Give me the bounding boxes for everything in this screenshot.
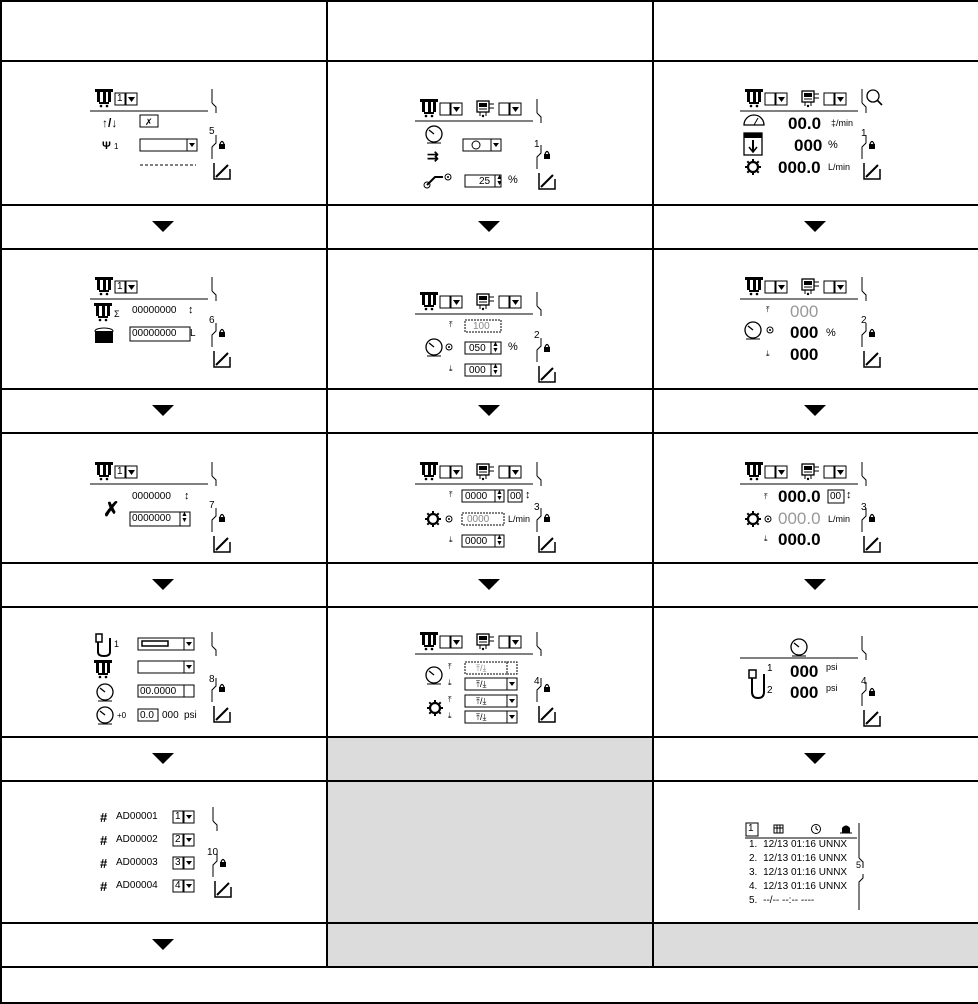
page-number: 10 bbox=[207, 847, 219, 858]
high-limit-icon: ⤒ bbox=[448, 662, 452, 671]
offset-unit: psi bbox=[184, 710, 197, 721]
pressure-field[interactable]: 00.0000 bbox=[140, 686, 177, 697]
event-tab[interactable]: 1 bbox=[748, 823, 754, 834]
unit-label: % bbox=[508, 174, 518, 186]
event-time: --:-- bbox=[782, 895, 799, 906]
page-number: 2 bbox=[861, 315, 867, 326]
svg-text:✗: ✗ bbox=[145, 117, 153, 127]
page-number: 5 bbox=[209, 126, 215, 137]
screen-advanced-8 bbox=[90, 630, 240, 730]
event-index: 3. bbox=[749, 867, 758, 878]
spinner-icon[interactable]: ▲ ▼ bbox=[496, 534, 503, 547]
event-index: 4. bbox=[749, 881, 758, 892]
high-limit-icon: ⤒ bbox=[766, 305, 770, 314]
pump-icon bbox=[95, 89, 113, 107]
high-limit-icon: ⤒ bbox=[764, 492, 768, 501]
flow-value: 000.0 bbox=[778, 158, 821, 177]
page-number: 6 bbox=[209, 315, 215, 326]
spinner-icon[interactable]: ▲ ▼ bbox=[181, 511, 188, 524]
item-selector[interactable]: 2 bbox=[175, 834, 181, 845]
pressure-value: 000 bbox=[790, 662, 819, 681]
event-date: 12/13 bbox=[763, 867, 789, 878]
low-limit-icon: ⤓ bbox=[449, 364, 453, 373]
counter-edit-field[interactable]: 0000000 bbox=[132, 513, 171, 524]
low-limit-field[interactable]: 0000 bbox=[465, 536, 488, 547]
svg-text:⇉: ⇉ bbox=[427, 148, 439, 164]
item-label: AD00003 bbox=[116, 857, 158, 868]
low-limit-icon: ⤓ bbox=[764, 534, 768, 543]
screen-setup-4 bbox=[415, 630, 575, 730]
alarm-mode-dropdown[interactable]: ⤒/⤓ bbox=[476, 663, 487, 673]
sigma-label: Σ bbox=[114, 309, 120, 319]
setpoint-value: 000 bbox=[790, 323, 819, 342]
event-row bbox=[749, 881, 847, 892]
screen-setup-2 bbox=[415, 290, 575, 390]
totalizer-value: 00000000 bbox=[132, 305, 177, 316]
low-limit-icon: ⤓ bbox=[448, 711, 452, 720]
selector-value[interactable]: 1 bbox=[117, 281, 123, 292]
page-number: 1 bbox=[534, 139, 540, 150]
event-row bbox=[749, 895, 814, 906]
flow-unit: L/min bbox=[828, 162, 851, 172]
setpoint-field[interactable]: 050 bbox=[469, 343, 486, 354]
sensor-number: 1 bbox=[767, 663, 773, 674]
item-label: AD00001 bbox=[116, 811, 158, 822]
page-number: 2 bbox=[534, 330, 540, 341]
percent-value: 000 bbox=[794, 136, 823, 155]
hash-icon: # bbox=[100, 810, 108, 825]
spinner-icon[interactable]: ▲ ▼ bbox=[492, 363, 499, 376]
unit-label: L bbox=[190, 328, 196, 339]
event-time: 01:16 bbox=[790, 881, 816, 892]
percent-field[interactable]: 25 bbox=[479, 176, 491, 187]
high-limit-icon: ⤒ bbox=[449, 320, 453, 329]
screen-advanced-6 bbox=[90, 275, 240, 375]
page-number: 3 bbox=[861, 502, 867, 513]
hash-icon: # bbox=[100, 856, 108, 871]
alarm-mode-dropdown[interactable]: ⤒/⤓ bbox=[476, 712, 487, 722]
offset-label: +0 bbox=[117, 711, 127, 720]
page-number: 3 bbox=[534, 502, 540, 513]
page-number: 4 bbox=[861, 676, 867, 687]
updown-icon: ↕ bbox=[184, 490, 190, 502]
event-code: UNNX bbox=[818, 853, 848, 864]
svg-text:↑/↓: ↑/↓ bbox=[102, 116, 118, 130]
screen-setup-3 bbox=[415, 460, 575, 560]
rate-value: 00.0 bbox=[788, 114, 822, 133]
updown-icon: ↕ bbox=[525, 489, 531, 501]
event-date: 12/13 bbox=[763, 881, 789, 892]
event-code: UNNX bbox=[818, 881, 848, 892]
spinner-icon[interactable]: ▲ ▼ bbox=[492, 341, 499, 354]
event-code: UNNX bbox=[818, 867, 848, 878]
high-limit-field[interactable]: 100 bbox=[473, 321, 490, 332]
percent-unit: % bbox=[828, 139, 838, 151]
page-number: 8 bbox=[209, 674, 215, 685]
screen-event-log bbox=[745, 820, 875, 915]
high-value: 000 bbox=[790, 302, 819, 321]
high-limit-icon: ⤒ bbox=[448, 695, 452, 704]
rate-unit: ‡/min bbox=[831, 118, 854, 128]
high-limit-field[interactable]: 0000 bbox=[465, 491, 488, 502]
unit-label: L/min bbox=[508, 514, 531, 524]
event-code: ---- bbox=[800, 895, 815, 906]
counter-value: 0000000 bbox=[132, 491, 171, 502]
reset-value-field[interactable]: 00000000 bbox=[132, 328, 177, 339]
sensor-number: 1 bbox=[114, 639, 120, 649]
low-value: 000 bbox=[790, 345, 819, 364]
updown-icon: ↕ bbox=[188, 304, 194, 316]
screen-run-3 bbox=[740, 460, 900, 560]
unit-label: L/min bbox=[828, 514, 851, 524]
item-label: AD00002 bbox=[116, 834, 158, 845]
event-index: 2. bbox=[749, 853, 758, 864]
event-index: 5. bbox=[749, 895, 758, 906]
wrench-icon: ✗ bbox=[103, 499, 120, 521]
pressure-unit: psi bbox=[826, 683, 838, 693]
setpoint-value: 000.0 bbox=[778, 509, 821, 528]
high-value: 000.0 bbox=[778, 487, 821, 506]
screen-advanced-7 bbox=[90, 460, 240, 560]
screen-run-1 bbox=[740, 85, 900, 185]
low-value: 000.0 bbox=[778, 530, 821, 549]
low-limit-icon: ⤓ bbox=[448, 678, 452, 687]
page-number: 7 bbox=[209, 500, 215, 511]
event-row bbox=[749, 867, 847, 878]
unit-label: % bbox=[826, 327, 836, 339]
event-date: --/-- bbox=[763, 895, 780, 906]
updown-icon: ↕ bbox=[846, 489, 852, 501]
event-time: 01:16 bbox=[790, 853, 816, 864]
event-row bbox=[749, 839, 847, 850]
low-limit-icon: ⤓ bbox=[766, 349, 770, 358]
alarm-mode-dropdown[interactable]: ⤒/⤓ bbox=[476, 679, 487, 689]
setpoint-field[interactable]: 0000 bbox=[467, 514, 490, 525]
event-date: 12/13 bbox=[763, 839, 789, 850]
high-decimal-field[interactable]: 00 bbox=[830, 491, 842, 502]
event-code: UNNX bbox=[818, 839, 848, 850]
item-selector[interactable]: 3 bbox=[175, 857, 181, 868]
offset-value: 000 bbox=[162, 710, 179, 721]
screen-advanced-10 bbox=[95, 805, 245, 905]
hash-icon: # bbox=[100, 833, 108, 848]
screen-advanced-5 bbox=[90, 85, 240, 185]
hash-icon: # bbox=[100, 879, 108, 894]
offset-field[interactable]: 0.0 bbox=[140, 710, 154, 721]
low-limit-field[interactable]: 000 bbox=[469, 365, 486, 376]
selector-value[interactable]: 1 bbox=[117, 93, 123, 104]
event-time: 01:16 bbox=[790, 867, 816, 878]
screen-run-4 bbox=[740, 630, 900, 730]
pressure-unit: psi bbox=[826, 662, 838, 672]
spinner-icon[interactable]: ▲ ▼ bbox=[496, 174, 503, 187]
event-time: 01:16 bbox=[790, 839, 816, 850]
high-limit-icon: ⤒ bbox=[449, 490, 453, 499]
svg-text:1: 1 bbox=[114, 142, 119, 151]
item-selector[interactable]: 1 bbox=[175, 811, 181, 822]
alarm-mode-dropdown[interactable]: ⤒/⤓ bbox=[476, 696, 487, 706]
low-limit-icon: ⤓ bbox=[449, 535, 453, 544]
spinner-icon[interactable]: ▲ ▼ bbox=[496, 489, 503, 502]
item-label: AD00004 bbox=[116, 880, 158, 891]
unit-label: % bbox=[508, 341, 518, 353]
event-index: 1. bbox=[749, 839, 758, 850]
high-decimal-field[interactable]: 00 bbox=[510, 491, 522, 502]
item-selector[interactable]: 4 bbox=[175, 880, 181, 891]
sensor-number: 2 bbox=[767, 685, 773, 696]
event-date: 12/13 bbox=[763, 853, 789, 864]
page-number: 1 bbox=[861, 128, 867, 139]
screen-run-2 bbox=[740, 275, 900, 375]
svg-text:Ψ: Ψ bbox=[102, 140, 111, 152]
screen-setup-1 bbox=[415, 97, 575, 197]
page-number: 4 bbox=[534, 676, 540, 687]
page-number: 5 bbox=[856, 860, 862, 870]
event-row bbox=[749, 853, 847, 864]
pressure-value: 000 bbox=[790, 683, 819, 702]
selector-value[interactable]: 1 bbox=[117, 466, 123, 477]
